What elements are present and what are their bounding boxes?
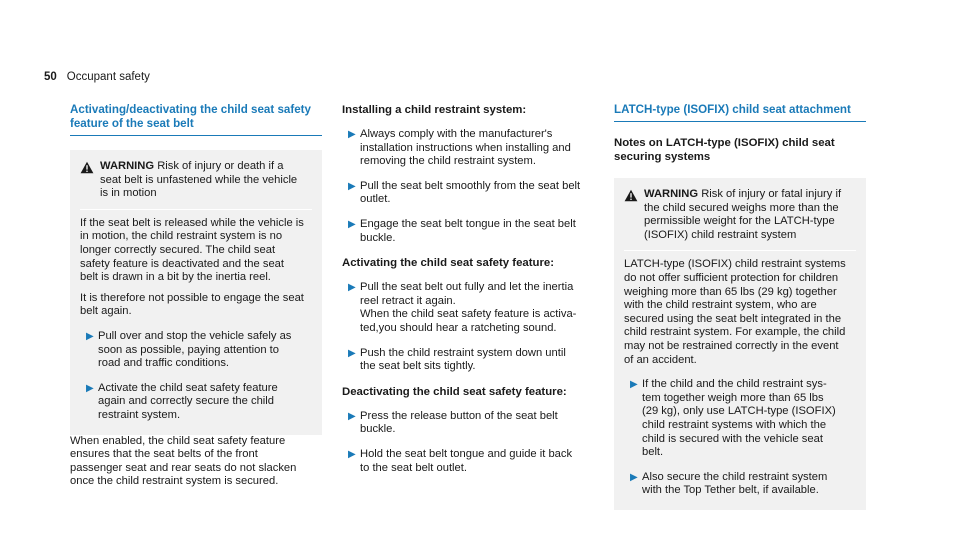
arrow-right-icon: ▶ bbox=[86, 330, 94, 342]
warning-box: WARNING Risk of injury or death if a seat belt is unfastened while the vehicle is in motion If the seat belt is released while the vehicle is in motion, the child restraint system is no longer correctly secured. The child seat safety feature is deactivated and the seat belt is drawn in a bit by the inertia reel. It is therefore not possible to engage the seat belt again. ▶ Pull over and stop the vehicle safely as soon as possible, paying attention to road and traffic conditions. ▶ Activate the child seat safety feature again and correctly secure the child restraint system. bbox=[70, 150, 322, 435]
arrow-right-icon: ▶ bbox=[348, 218, 356, 230]
latch-title: LATCH-type (ISOFIX) child seat attachment bbox=[614, 103, 866, 122]
column-3 bbox=[614, 103, 866, 510]
list-item: ▶ Pull the seat belt smoothly from the seat belt outlet. bbox=[342, 180, 594, 207]
list-item: ▶ Hold the seat belt tongue and guide it back to the seat belt outlet. bbox=[342, 448, 594, 475]
arrow-right-icon: ▶ bbox=[630, 471, 638, 483]
activating-title: Activating the child seat safety feature: bbox=[342, 257, 555, 270]
warning-text: If the seat belt is released while the vehicle is in motion, the child restraint system is no longer correctly secured. The child seat safety feature is deactivated and the seat belt is drawn in a bit by the inertia reel. bbox=[80, 216, 304, 284]
paragraph: When enabled, the child seat safety feature ensures that the seat belts of the front passenger seat and rear seats do not slacken once the child restraint system is secured. bbox=[70, 434, 297, 488]
column-1 bbox=[70, 103, 322, 489]
arrow-right-icon: ▶ bbox=[86, 382, 94, 394]
warning-text: It is therefore not possible to engage the seat belt again. bbox=[80, 291, 304, 318]
arrow-right-icon: ▶ bbox=[348, 129, 356, 140]
warning-label: WARNING bbox=[100, 160, 155, 172]
arrow-right-icon: ▶ bbox=[348, 282, 356, 294]
installing-title: Installing a child restraint system: bbox=[342, 104, 527, 116]
notes-title: Notes on LATCH-type (ISOFIX) child seat securing systems bbox=[614, 137, 835, 163]
list-item: ▶ Pull over and stop the vehicle safely as soon as possible, paying attention to road and traffic conditions. bbox=[80, 330, 312, 371]
arrow-right-icon: ▶ bbox=[348, 347, 356, 359]
arrow-right-icon: ▶ bbox=[348, 410, 356, 422]
section-name: Occupant safety bbox=[66, 71, 150, 83]
list-item: ▶ If the child and the child restraint sys- tem together weigh more than 65 lbs (29 kg), only use LATCH-type (ISOFIX) child restraint systems with which the child is secured with the vehicle seat belt. bbox=[624, 378, 856, 460]
arrow-right-icon: ▶ bbox=[348, 448, 356, 460]
column-2 bbox=[342, 103, 594, 475]
child-seat-safety-title: Activating/deactivating the child seat safety feature of the seat belt bbox=[70, 103, 322, 136]
warning-text: LATCH-type (ISOFIX) child restraint systems do not offer sufficient protection for children weighing more than 65 lbs (29 kg) together with the child restraint system, who are secured using the seat belt integrated in the child restraint system. For example, the child may not be restrained correctly in the event of an accident. bbox=[624, 258, 846, 366]
list-item: ▶ Activate the child seat safety feature again and correctly secure the child restraint system. bbox=[80, 382, 312, 423]
list-item: ▶ Press the release button of the seat belt buckle. bbox=[342, 410, 594, 437]
warning-triangle-icon bbox=[624, 188, 644, 242]
warning-triangle-icon bbox=[80, 160, 100, 201]
list-item: ▶ Also secure the child restraint system with the Top Tether belt, if available. bbox=[624, 471, 856, 498]
arrow-right-icon: ▶ bbox=[630, 379, 638, 391]
list-item: ▶ Pull the seat belt out fully and let the inertia reel retract it again. When the child seat safety feature is activa- ted,you should hear a ratcheting sound. bbox=[342, 281, 594, 335]
arrow-right-icon: ▶ bbox=[348, 180, 356, 192]
warning-label: WARNING bbox=[644, 188, 699, 200]
warning-box: WARNING Risk of injury or fatal injury if the child secured weighs more than the permissible weight for the LATCH-type (ISOFIX) child restraint system LATCH-type (ISOFIX) child restraint systems do not offer sufficient protection for children weighing more than 65 lbs (29 kg) together with the child restraint system, who are secured using the seat belt integrated in the child restraint system. For example, the child may not be restrained correctly in the event of an accident. ▶ If the child and the child restraint sys- tem together weigh more than 65 lbs (29 kg), only use LATCH-type (ISOFIX) child restraint systems with which the child is secured with the vehicle seat belt. ▶ Also secure the child restraint system with the Top Tether belt, if available. bbox=[614, 178, 866, 510]
list-item: ▶ Always comply with the manufacturer's installation instructions when installing and removing the child restraint system. bbox=[342, 128, 594, 169]
list-item: ▶ Push the child restraint system down until the seat belt sits tightly. bbox=[342, 347, 594, 374]
page-number: 50 bbox=[44, 71, 57, 83]
page-header bbox=[44, 71, 150, 85]
list-item: ▶ Engage the seat belt tongue in the seat belt buckle. bbox=[342, 218, 594, 245]
deactivating-title: Deactivating the child seat safety feature: bbox=[342, 385, 567, 398]
